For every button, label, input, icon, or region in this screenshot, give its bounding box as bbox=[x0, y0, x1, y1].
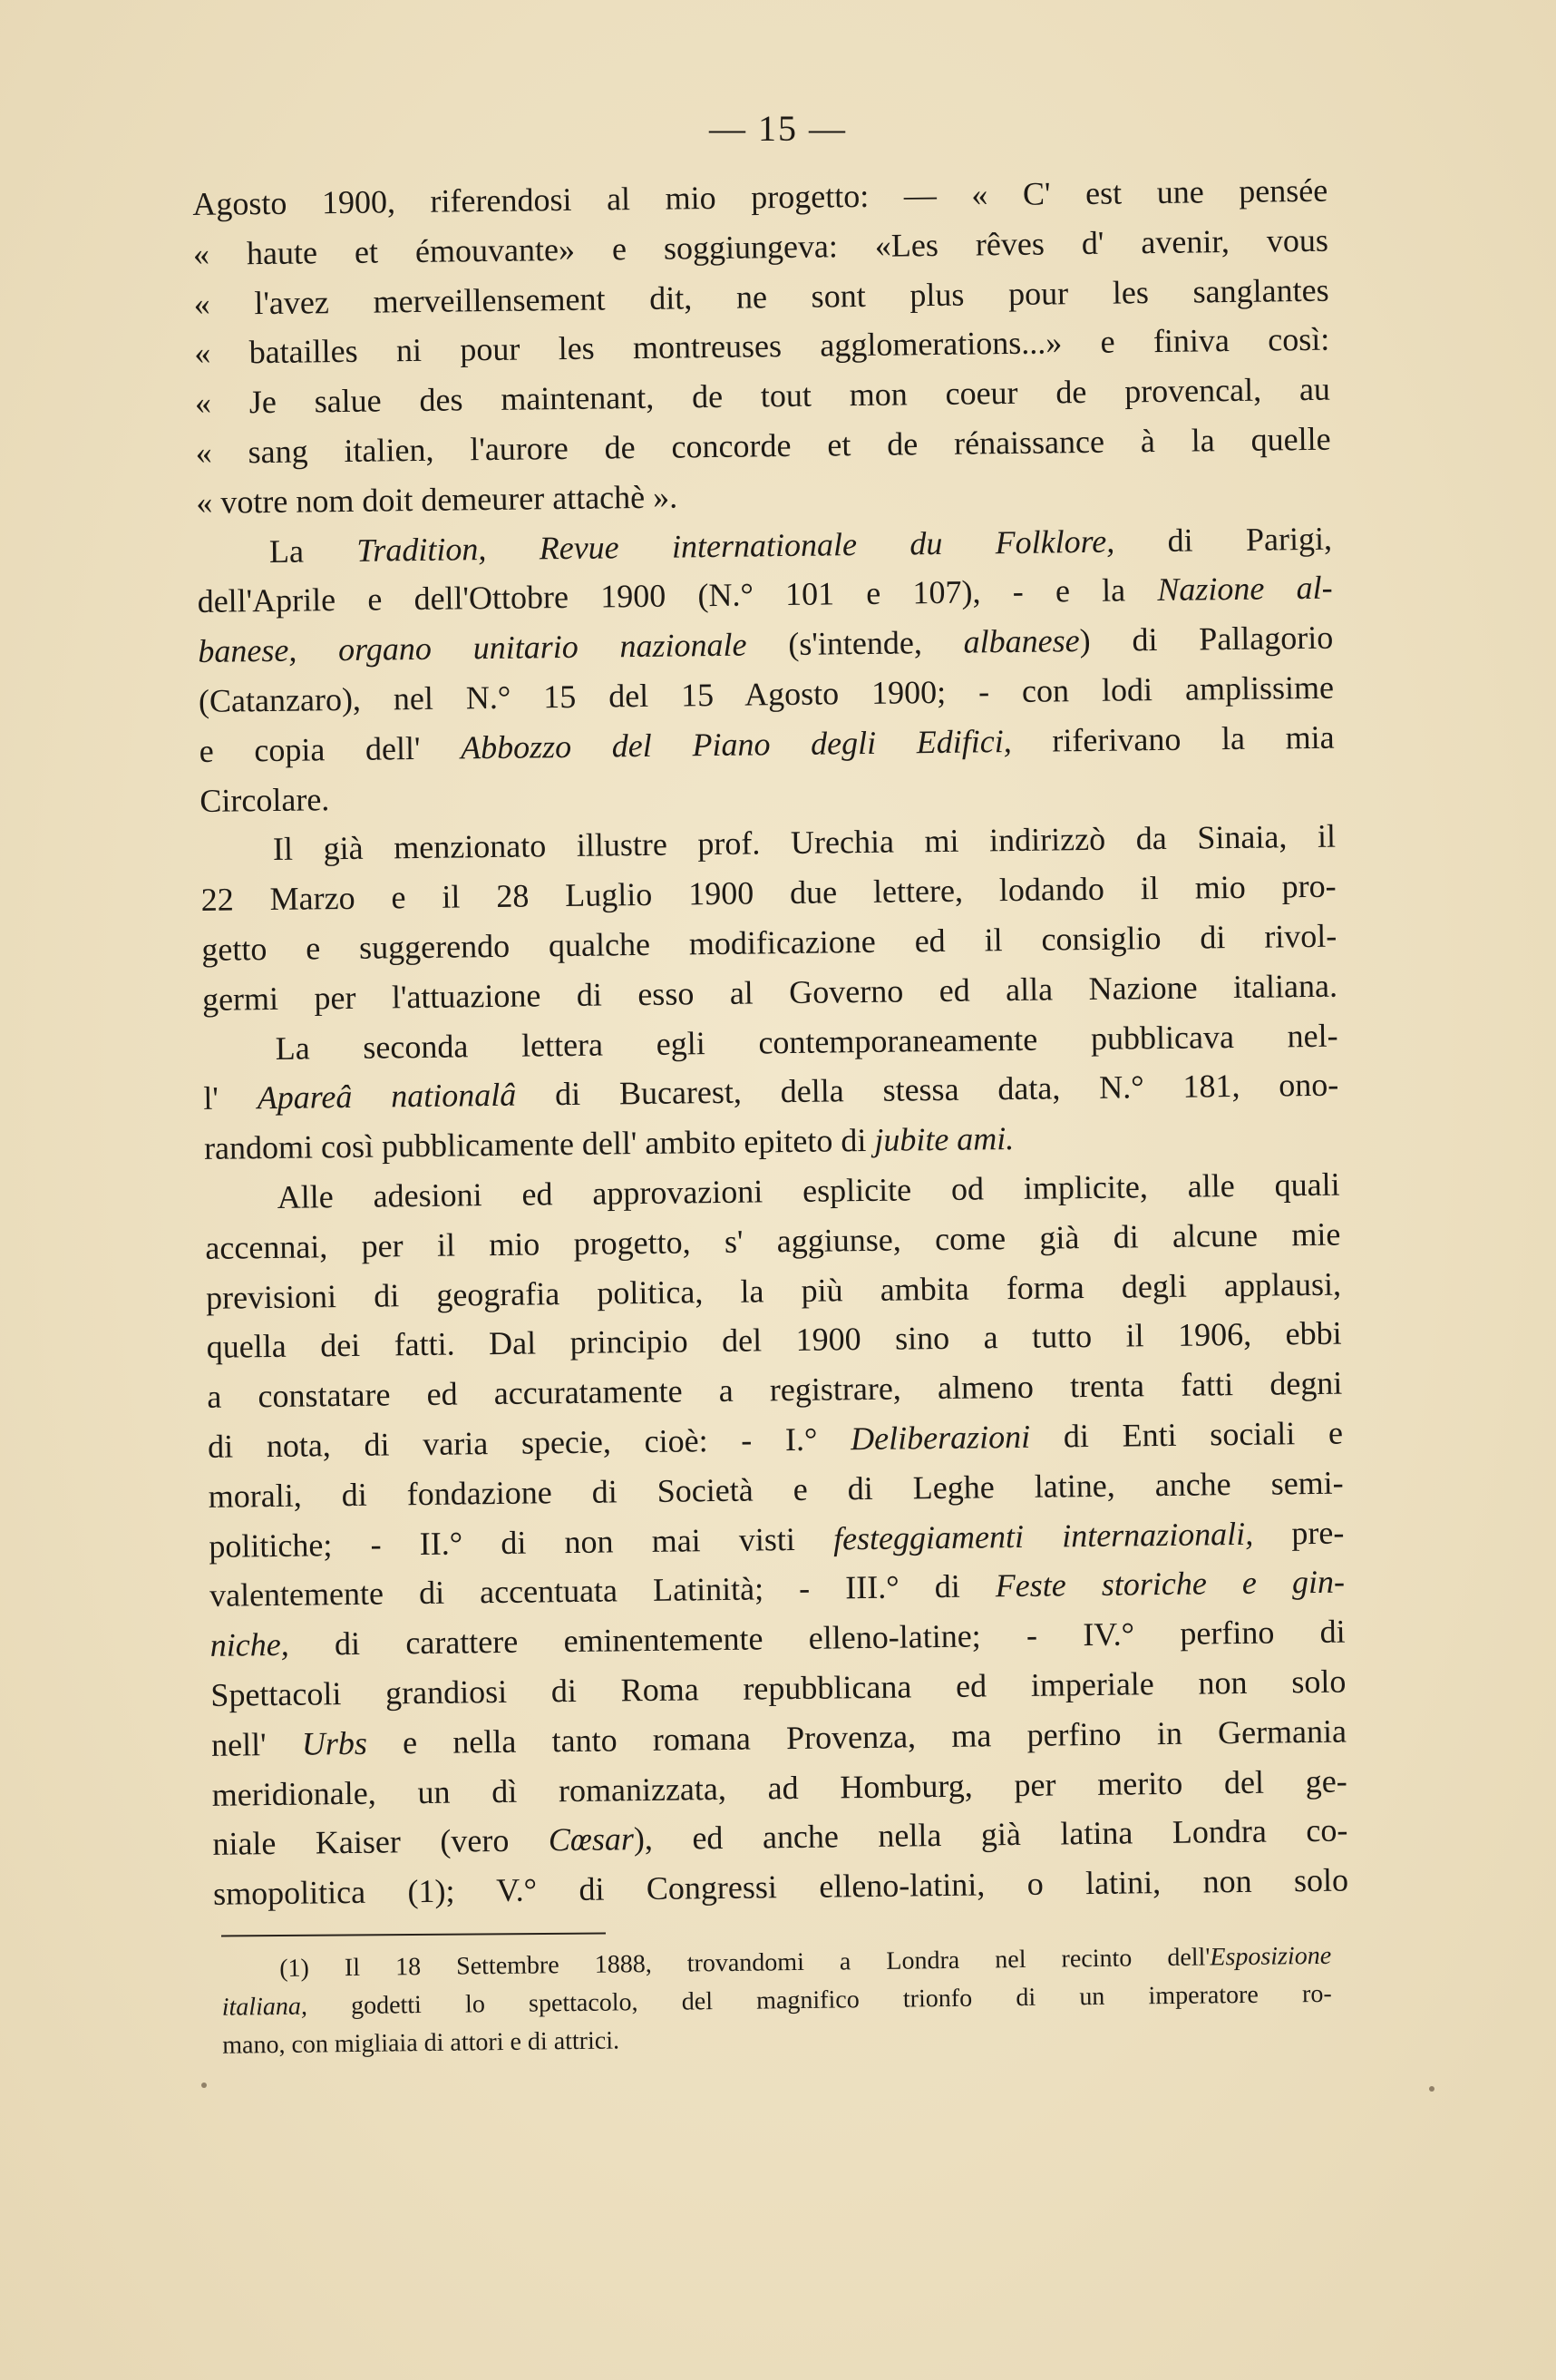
text-run: e nella tanto romana Provenza, ma perfino in Germania bbox=[366, 1712, 1347, 1761]
page-number: — 15 — bbox=[709, 108, 847, 149]
text-run: pre- bbox=[1252, 1514, 1345, 1552]
text-line: Circolare. bbox=[199, 780, 330, 819]
text-run: (1) Il 18 Settembre 1888, trovandomi a Londra nel recinto dell' bbox=[279, 1943, 1211, 1983]
footnote-line: mano, con migliaia di attori e di attrici. bbox=[222, 2026, 620, 2060]
text-run: ), ed anche nella già latina Londra co- bbox=[633, 1811, 1348, 1858]
italic-title: Abbozzo del Piano degli Edifici, bbox=[460, 722, 1012, 766]
text-line: meridionale, un dì romanizzata, ad Homburg, per merito del ge- bbox=[211, 1762, 1347, 1813]
text-run: ) di Pallagorio bbox=[1079, 619, 1334, 659]
italic-title: Tradition, Revue internationale du Folklore, bbox=[356, 522, 1115, 569]
text-run: (s'intende, bbox=[746, 623, 964, 663]
italic-word: Urbs bbox=[301, 1724, 368, 1762]
text-run: valentemente di accentuata Latinità; - III.° di bbox=[209, 1567, 997, 1614]
italic-word: italiana, bbox=[221, 1992, 308, 2022]
text-line: a constatare ed accuratamente a registrare, almeno trenta fatti degni bbox=[207, 1364, 1343, 1416]
text-line: accennai, per il mio progetto, s' aggiunse, come già di alcune mie bbox=[205, 1215, 1341, 1266]
italic-title: Apareâ nationalâ bbox=[257, 1077, 517, 1117]
italic-word: festeggiamenti internazionali, bbox=[832, 1515, 1254, 1556]
text-line: « haute et émouvante» e soggiungeva: «Les rêves d' avenir, vous bbox=[192, 221, 1329, 272]
text-run: godetti lo spettacolo, del magnifico trionfo di un imperatore ro- bbox=[306, 1979, 1332, 2021]
text-line: 22 Marzo e il 28 Luglio 1900 due lettere, lodando il mio pro- bbox=[200, 867, 1337, 919]
text-line: Spettacoli grandiosi di Roma repubblicana ed imperiale non solo bbox=[210, 1663, 1347, 1713]
italic-word: Cœsar bbox=[548, 1820, 635, 1858]
main-text bbox=[192, 166, 1348, 1919]
text-line: Alle adesioni ed approvazioni esplicite od implicite, alle quali bbox=[277, 1166, 1340, 1215]
text-line: « batailles ni pour les montreuses agglomerations...» e finiva così: bbox=[194, 321, 1330, 372]
text-line: « votre nom doit demeurer attachè ». bbox=[196, 478, 678, 521]
text-run: nell' bbox=[210, 1725, 303, 1763]
text-line: « sang italien, l'aurore de concorde et de rénaissance à la quelle bbox=[195, 420, 1331, 471]
paper-speck bbox=[1429, 2086, 1434, 2092]
text-line: germi per l'attuazione di esso al Governo ed alla Nazione italiana. bbox=[201, 967, 1338, 1018]
text-run: politiche; - II.° di non mai visti bbox=[209, 1519, 834, 1565]
text-line: Agosto 1900, riferendosi al mio progetto: — « C' est une pensée bbox=[192, 171, 1328, 222]
text-run: di nota, di varia specie, cioè: - I.° bbox=[207, 1420, 851, 1465]
text-line: « l'avez merveillensement dit, ne sont plus pour les sanglantes bbox=[193, 271, 1329, 322]
text-line: quella dei fatti. Dal principio del 1900 sino a tutto il 1906, ebbi bbox=[206, 1314, 1342, 1366]
text-line: getto e suggerendo qualche modificazione ed il consiglio di rivol- bbox=[201, 917, 1337, 968]
text-line: La seconda lettera egli contemporaneamente pubblicava nel- bbox=[275, 1017, 1338, 1067]
text-run: e copia dell' bbox=[199, 729, 462, 769]
text-run: l' bbox=[203, 1079, 258, 1117]
text-line: morali, di fondazione di Società e di Leghe latine, anche semi- bbox=[208, 1464, 1344, 1515]
text-run: di carattere eminentemente elleno-latine; - IV.° perfino di bbox=[288, 1613, 1346, 1663]
footnote-divider bbox=[221, 1933, 606, 1937]
text-run: di Parigi, bbox=[1114, 520, 1333, 560]
text-line: (Catanzaro), nel N.° 15 del 15 Agosto 1900; - con lodi amplissime bbox=[198, 668, 1335, 719]
text-line: previsioni di geografia politica, la più ambita forma degli applausi, bbox=[205, 1265, 1342, 1316]
text-line: Il già menzionato illustre prof. Urechia mi indirizzò da Sinaia, il bbox=[272, 818, 1337, 868]
text-run: di Enti sociali e bbox=[1029, 1414, 1344, 1455]
text-run: La bbox=[268, 532, 357, 570]
text-run: niale Kaiser (vero bbox=[212, 1821, 549, 1863]
italic-word: albanese bbox=[963, 622, 1080, 660]
text-line: « Je salue des maintenant, de tout mon coeur de provencal, au bbox=[194, 370, 1331, 422]
text-run: riferivano la mia bbox=[1011, 718, 1335, 759]
footnote bbox=[221, 1937, 1332, 2064]
text-run: dell'Aprile e dell'Ottobre 1900 (N.° 101 e 107), - e la bbox=[197, 571, 1158, 620]
italic-word: Feste storiche e gin- bbox=[995, 1563, 1346, 1605]
italic-title: banese, organo unitario nazionale bbox=[198, 626, 747, 670]
italic-title: Nazione al- bbox=[1157, 570, 1333, 609]
text-run: di Bucarest, della stessa data, N.° 181, ono- bbox=[515, 1066, 1339, 1114]
paper-speck bbox=[201, 2082, 207, 2088]
italic-word: jubite ami. bbox=[874, 1120, 1015, 1159]
text-line: smopolitica (1); V.° di Congressi elleno-latini, o latini, non solo bbox=[212, 1861, 1349, 1912]
italic-word: niche, bbox=[209, 1625, 289, 1663]
italic-word: Esposizione bbox=[1210, 1941, 1332, 1972]
italic-word: Deliberazioni bbox=[850, 1418, 1031, 1458]
text-run: randomi così pubblicamente dell' ambito epiteto di bbox=[203, 1122, 875, 1167]
